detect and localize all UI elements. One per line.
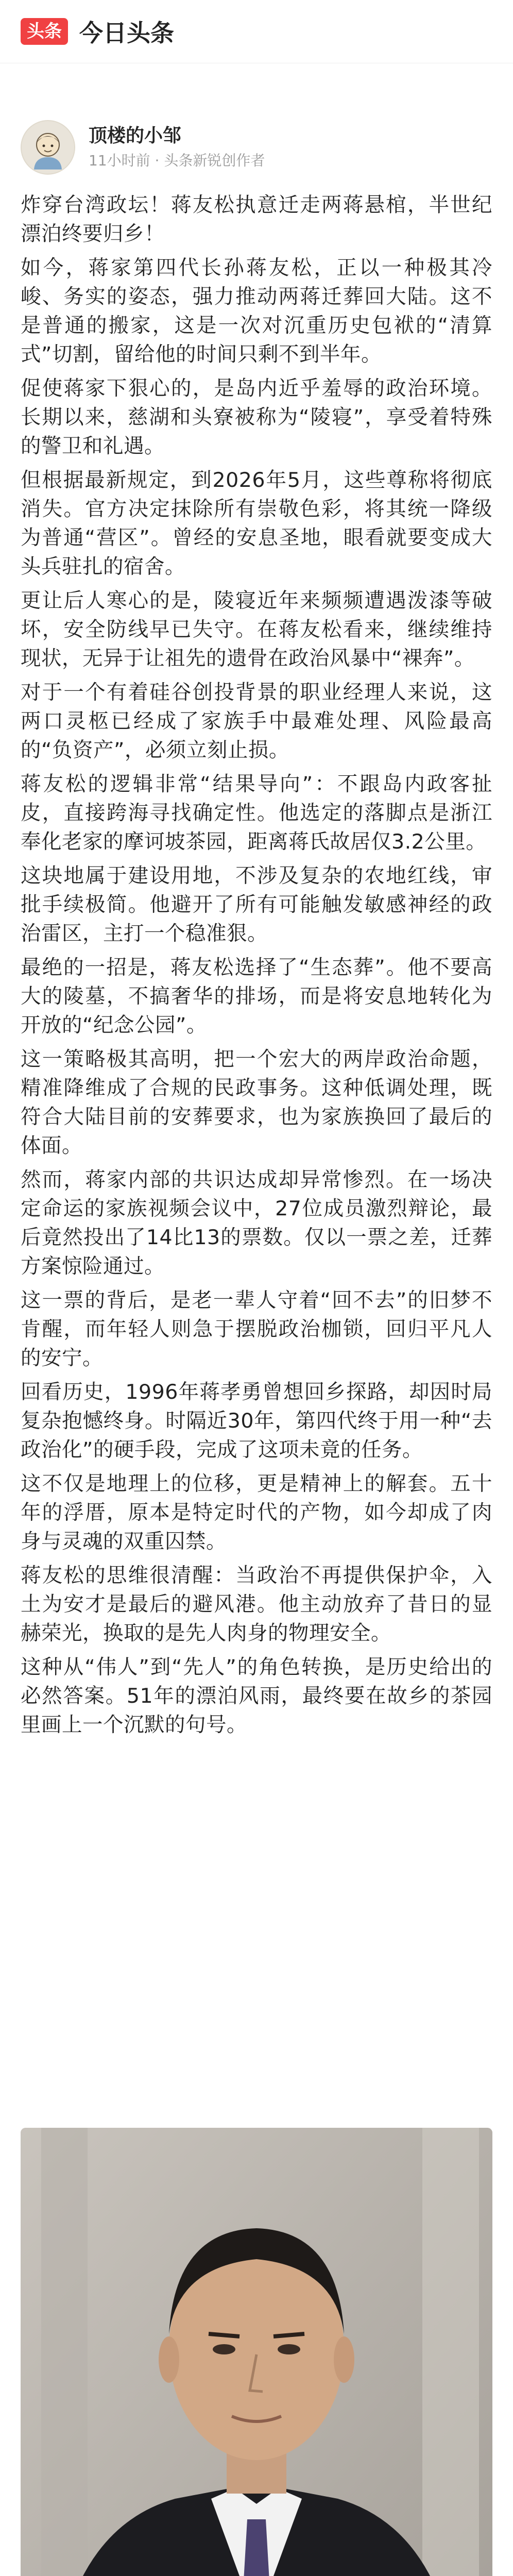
article-paragraph: 这不仅是地理上的位移，更是精神上的解套。五十年的浮厝，原本是特定时代的产物，如今却成了肉身与灵魂的双重囚禁。 [21,1472,492,1553]
article-paragraph: 蒋友松的思维很清醒：当政治不再提供保护伞，入土为安才是最后的避风港。他主动放弃了昔日的显赫荣光，换取的是先人肉身的物理安全。 [21,1564,492,1645]
article-paragraph: 回看历史，1996年蒋孝勇曾想回乡探路，却因时局复杂抱憾终身。时隔近30年，第四代终于用一种“去政治化”的硬手段，完成了这项未竟的任务。 [21,1380,492,1462]
author-name[interactable]: 顶楼的小邹 [89,125,182,146]
author-header[interactable] [21,116,492,178]
article-paragraph: 最绝的一招是，蒋友松选择了“生态葬”。他不要高大的陵墓，不搞奢华的排场，而是将安息地转化为开放的“纪念公园”。 [21,956,492,1037]
article-paragraph: 这块地属于建设用地，不涉及复杂的农地红线，审批手续极简。他避开了所有可能触发敏感神经的政治雷区，主打一个稳准狠。 [21,864,492,945]
article-paragraph: 这一票的背后，是老一辈人守着“回不去”的旧梦不肯醒，而年轻人则急于摆脱政治枷锁，回归平凡人的安宁。 [21,1289,492,1370]
toutiao-logo: 头条 [21,18,68,45]
cartoon-avatar-icon [25,124,71,171]
article-paragraph: 更让后人寒心的是，陵寝近年来频频遭遇泼漆等破坏，安全防线早已失守。在蒋友松看来，继续维持现状，无异于让祖先的遗骨在政治风暴中“裸奔”。 [21,589,492,670]
article-body [21,191,492,1744]
article-paragraph: 蒋友松的逻辑非常“结果导向”：不跟岛内政客扯皮，直接跨海寻找确定性。他选定的落脚点是浙江奉化老家的摩诃坡茶园，距离蒋氏故居仅3.2公里。 [21,772,492,854]
article-photo[interactable] [21,2128,492,2576]
article-paragraph: 但根据最新规定，到2026年5月，这些尊称将彻底消失。官方决定抹除所有崇敬色彩，将其统一降级为普通“营区”。曾经的安息圣地，眼看就要变成大头兵驻扎的宿舍。 [21,468,492,579]
portrait-image [21,2128,492,2576]
app-name: 今日头条 [79,19,174,47]
article-title: 炸穿台湾政坛！蒋友松执意迁走两蒋悬棺，半世纪漂泊终要归乡！ [21,193,492,246]
author-meta: 11小时前 · 头条新锐创作者 [89,152,265,169]
article-paragraph: 促使蒋家下狠心的，是岛内近乎羞辱的政治环境。长期以来，慈湖和头寮被称为“陵寝”，享受着特殊的警卫和礼遇。 [21,377,492,458]
article-paragraph: 这种从“伟人”到“先人”的角色转换，是历史给出的必然答案。51年的漂泊风雨，最终要在故乡的茶园里画上一个沉默的句号。 [21,1655,492,1737]
article-paragraph: 这一策略极其高明，把一个宏大的两岸政治命题，精准降维成了合规的民政事务。这种低调处理，既符合大陆目前的安葬要求，也为家族换回了最后的体面。 [21,1047,492,1158]
avatar[interactable] [21,120,75,175]
top-bar [0,0,513,63]
article-paragraph: 对于一个有着硅谷创投背景的职业经理人来说，这两口灵柩已经成了家族手中最难处理、风险最高的“负资产”，必须立刻止损。 [21,681,492,762]
article-paragraph: 然而，蒋家内部的共识达成却异常惨烈。在一场决定命运的家族视频会议中，27位成员激烈辩论，最后竟然投出了14比13的票数。仅以一票之差，迁葬方案惊险通过。 [21,1168,492,1278]
article-paragraph: 如今，蒋家第四代长孙蒋友松，正以一种极其冷峻、务实的姿态，强力推动两蒋迁葬回大陆。这不是普通的搬家，这是一次对沉重历史包袱的“清算式”切割，留给他的时间只剩不到半年。 [21,256,492,366]
